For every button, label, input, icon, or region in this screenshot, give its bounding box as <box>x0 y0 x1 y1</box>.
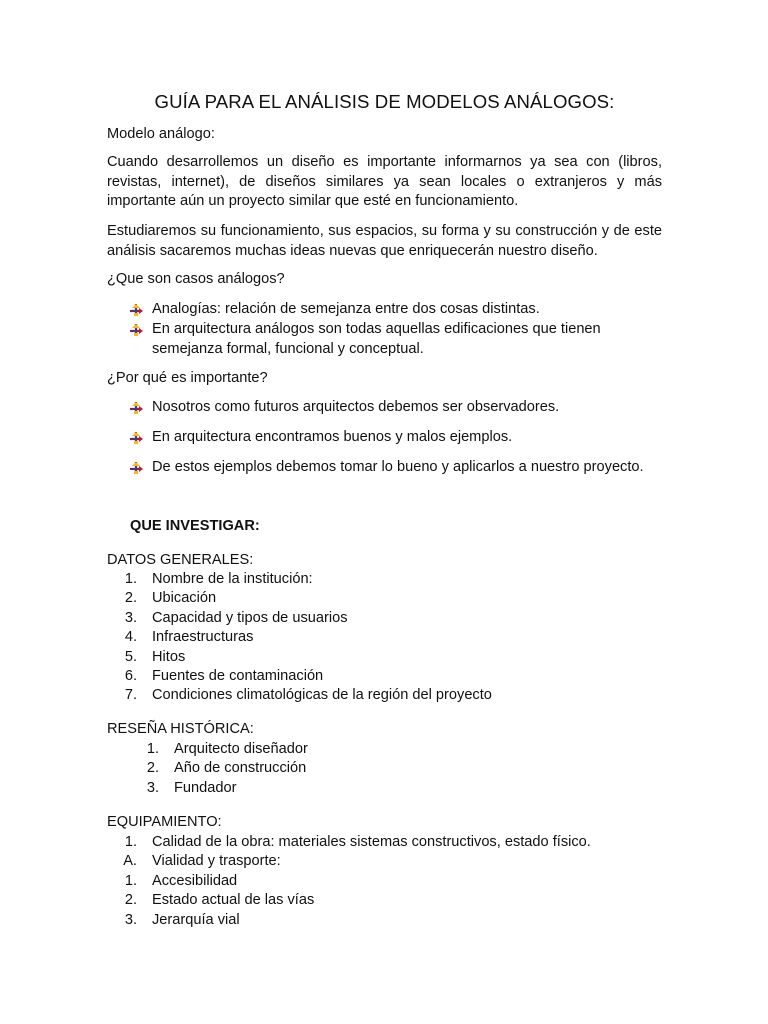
list-item-number: 2. <box>124 590 137 607</box>
intro-paragraph-2: Estudiaremos su funcionamiento, sus espacios, su forma y su construcción y de este análisis sacaremos muchas ideas nuevas que enriquecerán nuestro diseño. <box>107 223 662 259</box>
list-item-text: Fuentes de contaminación <box>152 668 324 684</box>
list-item-text: Estado actual de las vías <box>152 892 315 909</box>
equipamiento-heading: EQUIPAMIENTO: <box>107 814 222 830</box>
list-item-text: Calidad de la obra: materiales sistemas constructivos, estado físico. <box>152 834 591 850</box>
list-item-number: 2. <box>124 892 137 909</box>
list-item-number: 1. <box>124 834 137 850</box>
list-item-number: 6. <box>124 668 137 684</box>
datos-heading: DATOS GENERALES: <box>107 552 254 568</box>
list-item-text: Año de construcción <box>174 760 307 777</box>
investigar-heading: QUE INVESTIGAR: <box>130 518 260 534</box>
list-item-text: Arquitecto diseñador <box>174 741 308 757</box>
casos-question: ¿Que son casos análogos? <box>107 271 285 287</box>
list-item-text: Accesibilidad <box>152 872 238 889</box>
list-item-number: 3. <box>146 779 159 796</box>
list-item-text: Fundador <box>174 779 237 796</box>
document-title: GUÍA PARA EL ANÁLISIS DE MODELOS ANÁLOGOS: <box>154 91 615 112</box>
list-item-number: 1. <box>124 571 137 587</box>
list-item-text: Condiciones climatológicas de la región del proyecto <box>152 687 492 704</box>
list-item-text: Ubicación <box>152 590 217 607</box>
list-item-text: Vialidad y trasporte: <box>152 853 281 870</box>
list-item-text: Infraestructuras <box>152 629 254 646</box>
list-item-text: Capacidad y tipos de usuarios <box>152 609 348 626</box>
arrow-bullet-icon <box>129 401 143 415</box>
list-item-text: Hitos <box>152 648 186 665</box>
list-item-number: 1. <box>124 872 137 889</box>
arrow-bullet-icon <box>129 431 143 445</box>
arrow-bullet-icon <box>129 303 143 317</box>
intro-paragraph-1: Cuando desarrollemos un diseño es importante informarnos ya sea con (libros, revistas, internet), de diseños similares ya sean locales o extranjeros y más importante aún un proyecto similar que esté en funcionamiento. <box>107 154 662 209</box>
list-item-number: A. <box>123 853 137 870</box>
arrow-bullet-icon <box>129 461 143 475</box>
list-item-number: 1. <box>146 741 159 757</box>
list-item-number: 5. <box>124 648 137 665</box>
list-item-number: 7. <box>124 687 137 704</box>
list-item-text: Jerarquía vial <box>152 911 240 928</box>
arrow-bullet-icon <box>129 323 143 337</box>
list-item-number: 3. <box>124 911 137 928</box>
resena-heading: RESEÑA HISTÓRICA: <box>107 721 254 737</box>
list-item-number: 3. <box>124 609 137 626</box>
list-item-text: Nombre de la institución: <box>152 571 313 587</box>
importante-question: ¿Por qué es importante? <box>107 370 268 386</box>
list-item-number: 4. <box>124 629 137 646</box>
list-item-number: 2. <box>146 760 159 777</box>
modelo-label: Modelo análogo: <box>107 126 215 142</box>
